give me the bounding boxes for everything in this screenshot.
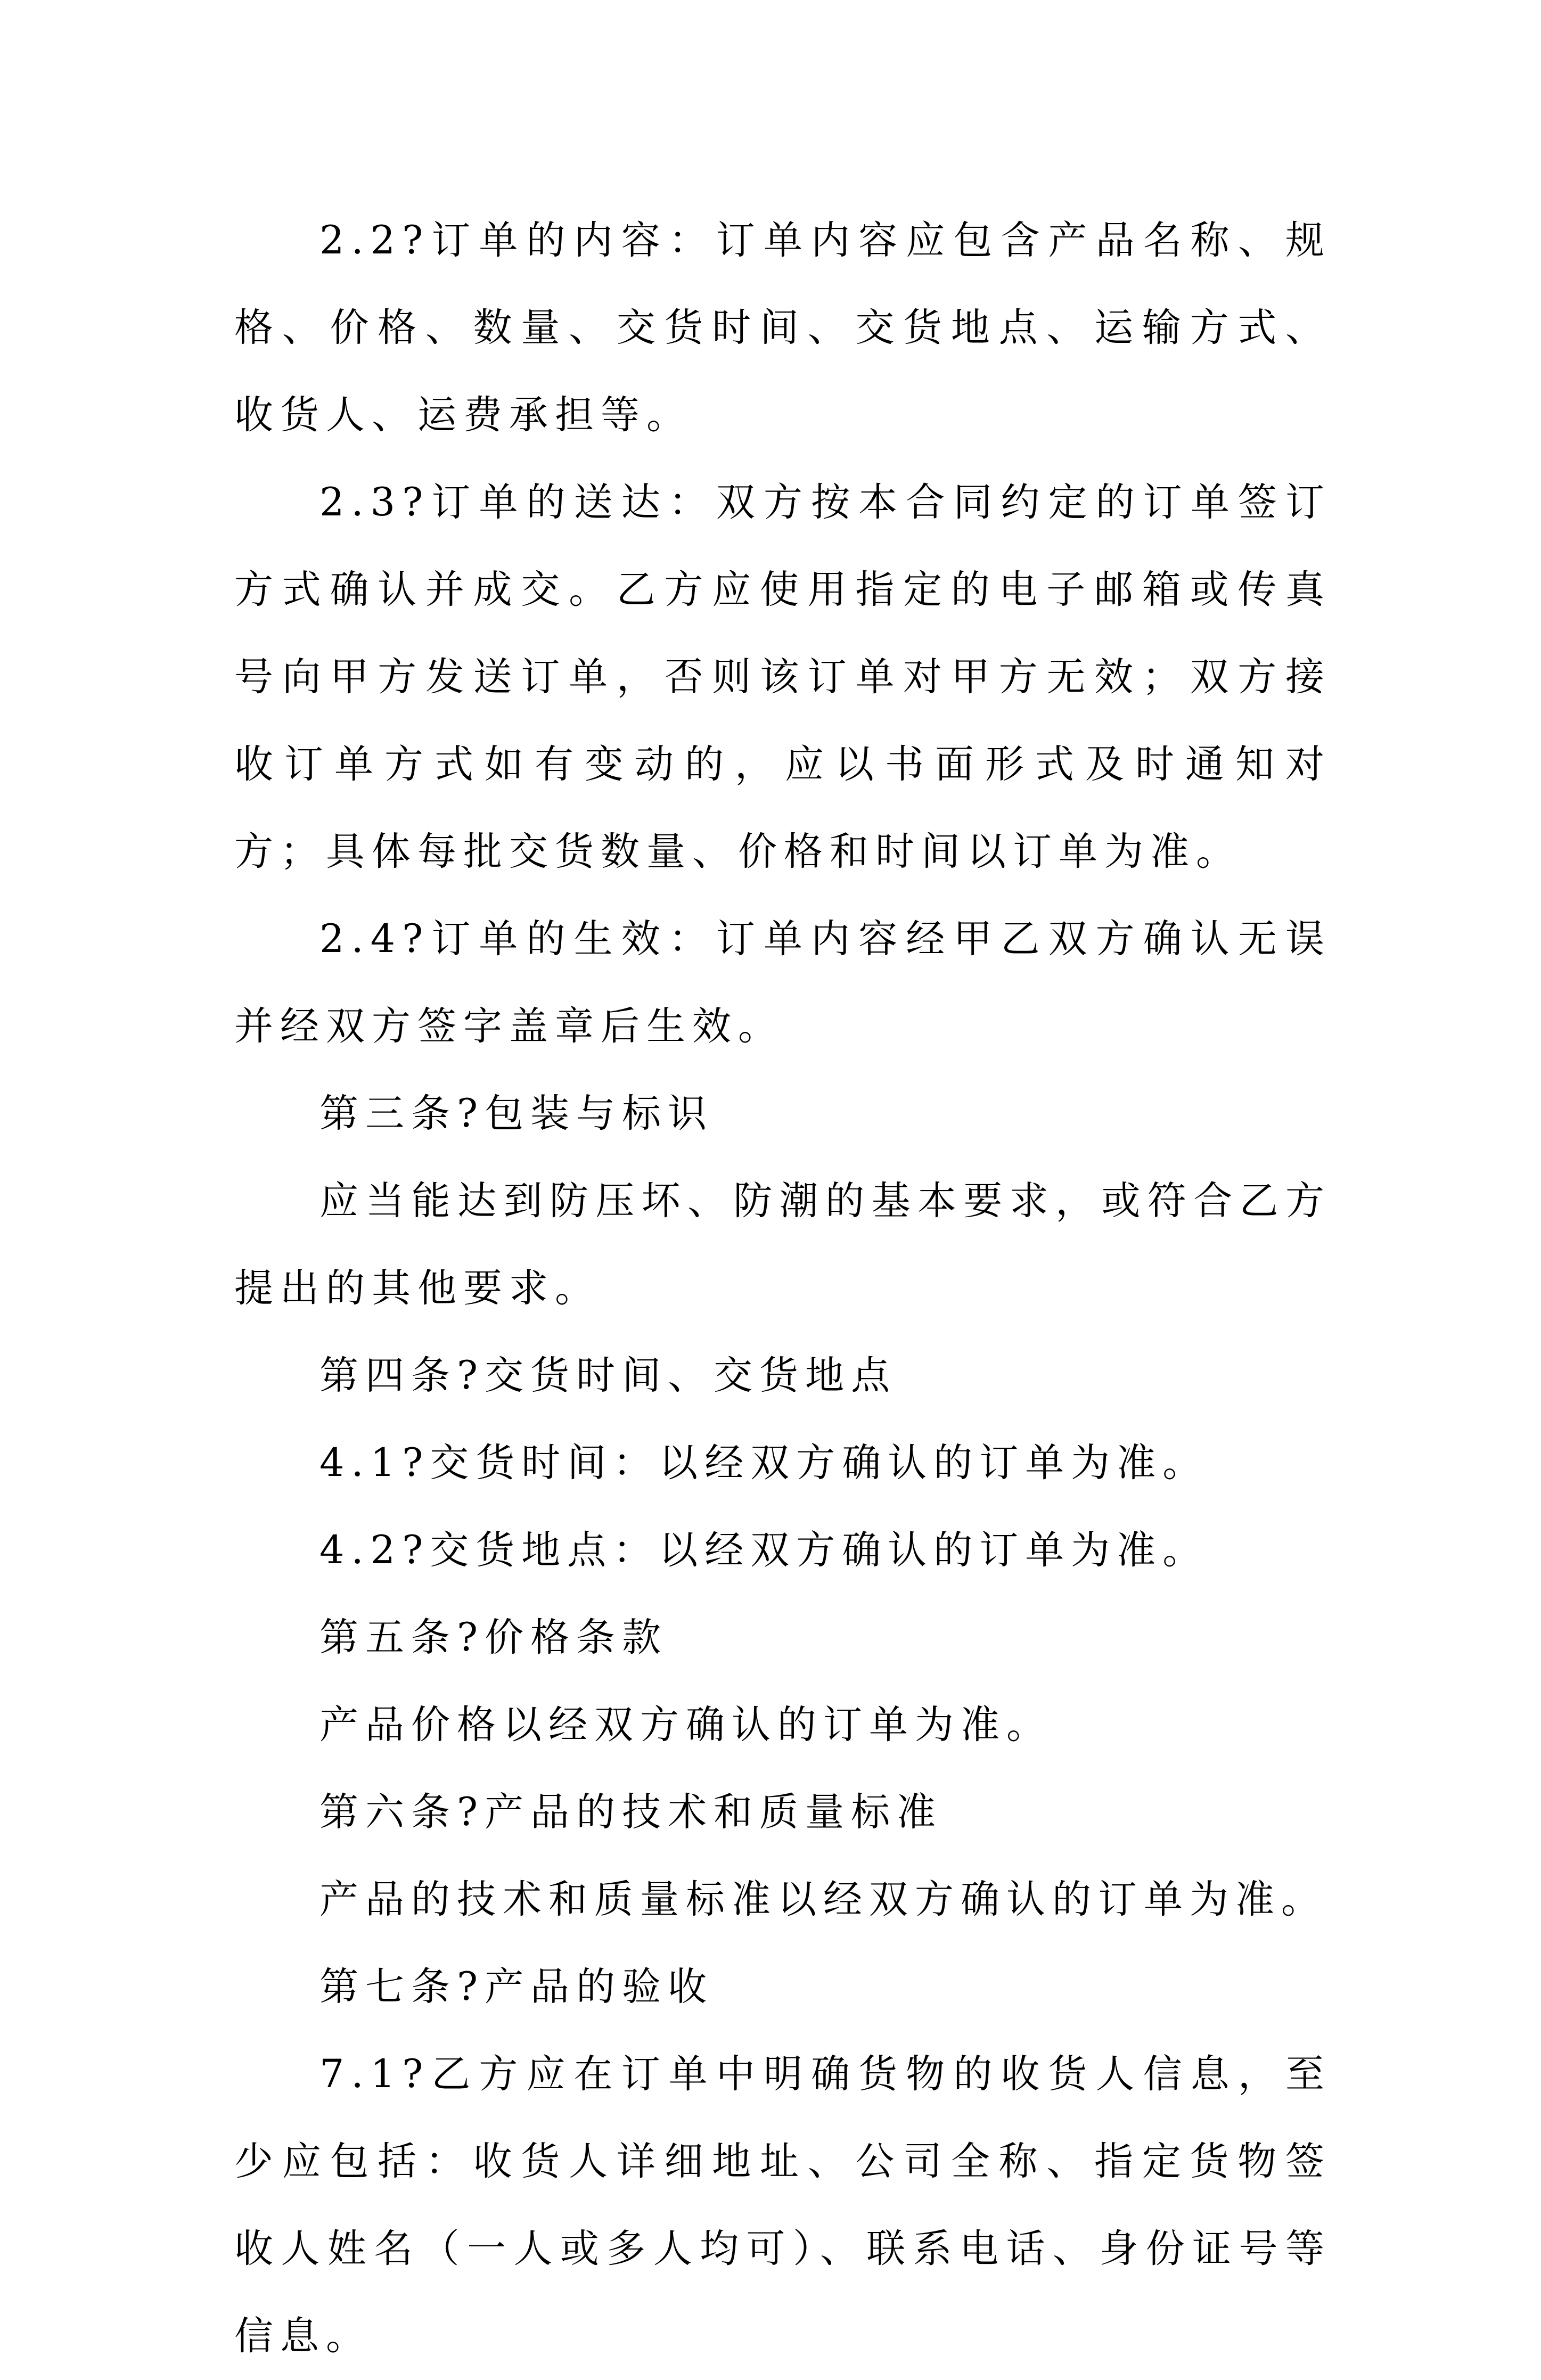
clause-4-2-delivery-place: 4.2?交货地点：以经双方确认的订单为准。: [319, 1528, 1209, 1573]
article-5-text: 产品价格以经双方确认的订单为准。: [319, 1702, 1052, 1747]
document-body: [234, 197, 1331, 2380]
clause-7-1-consignee-info: 7.1?乙方应在订单中明确货物的收货人信息，至少应包括：收货人详细地址、公司全称、指定货物签收人姓名（一人或多人均可）、联系电话、身份证号等信息。: [234, 2051, 1331, 2359]
clause-4-1-delivery-time: 4.1?交货时间：以经双方确认的订单为准。: [319, 1440, 1209, 1486]
article-7-heading: 第七条?产品的验收: [319, 1964, 714, 2009]
clause-2-2-order-content: 2.2?订单的内容：订单内容应包含产品名称、规格、价格、数量、交货时间、交货地点、运输方式、收货人、运费承担等。: [234, 218, 1331, 438]
article-4-heading: 第四条?交货时间、交货地点: [319, 1353, 897, 1398]
article-3-text: 应当能达到防压坏、防潮的基本要求，或符合乙方提出的其他要求。: [234, 1178, 1331, 1311]
article-6-heading: 第六条?产品的技术和质量标准: [319, 1790, 943, 1835]
article-3-heading: 第三条?包装与标识: [319, 1091, 714, 1136]
clause-2-3-order-delivery: 2.3?订单的送达：双方按本合同约定的订单签订方式确认并成交。乙方应使用指定的电子邮箱或传真号向甲方发送订单，否则该订单对甲方无效；双方接收订单方式如有变动的，应以书面形式及时通知对方；具体每批交货数量、价格和时间以订单为准。: [234, 480, 1331, 874]
article-5-heading: 第五条?价格条款: [319, 1615, 668, 1660]
article-6-text: 产品的技术和质量标准以经双方确认的订单为准。: [319, 1877, 1327, 1922]
clause-2-4-order-effective: 2.4?订单的生效：订单内容经甲乙双方确认无误并经双方签字盖章后生效。: [234, 916, 1331, 1049]
